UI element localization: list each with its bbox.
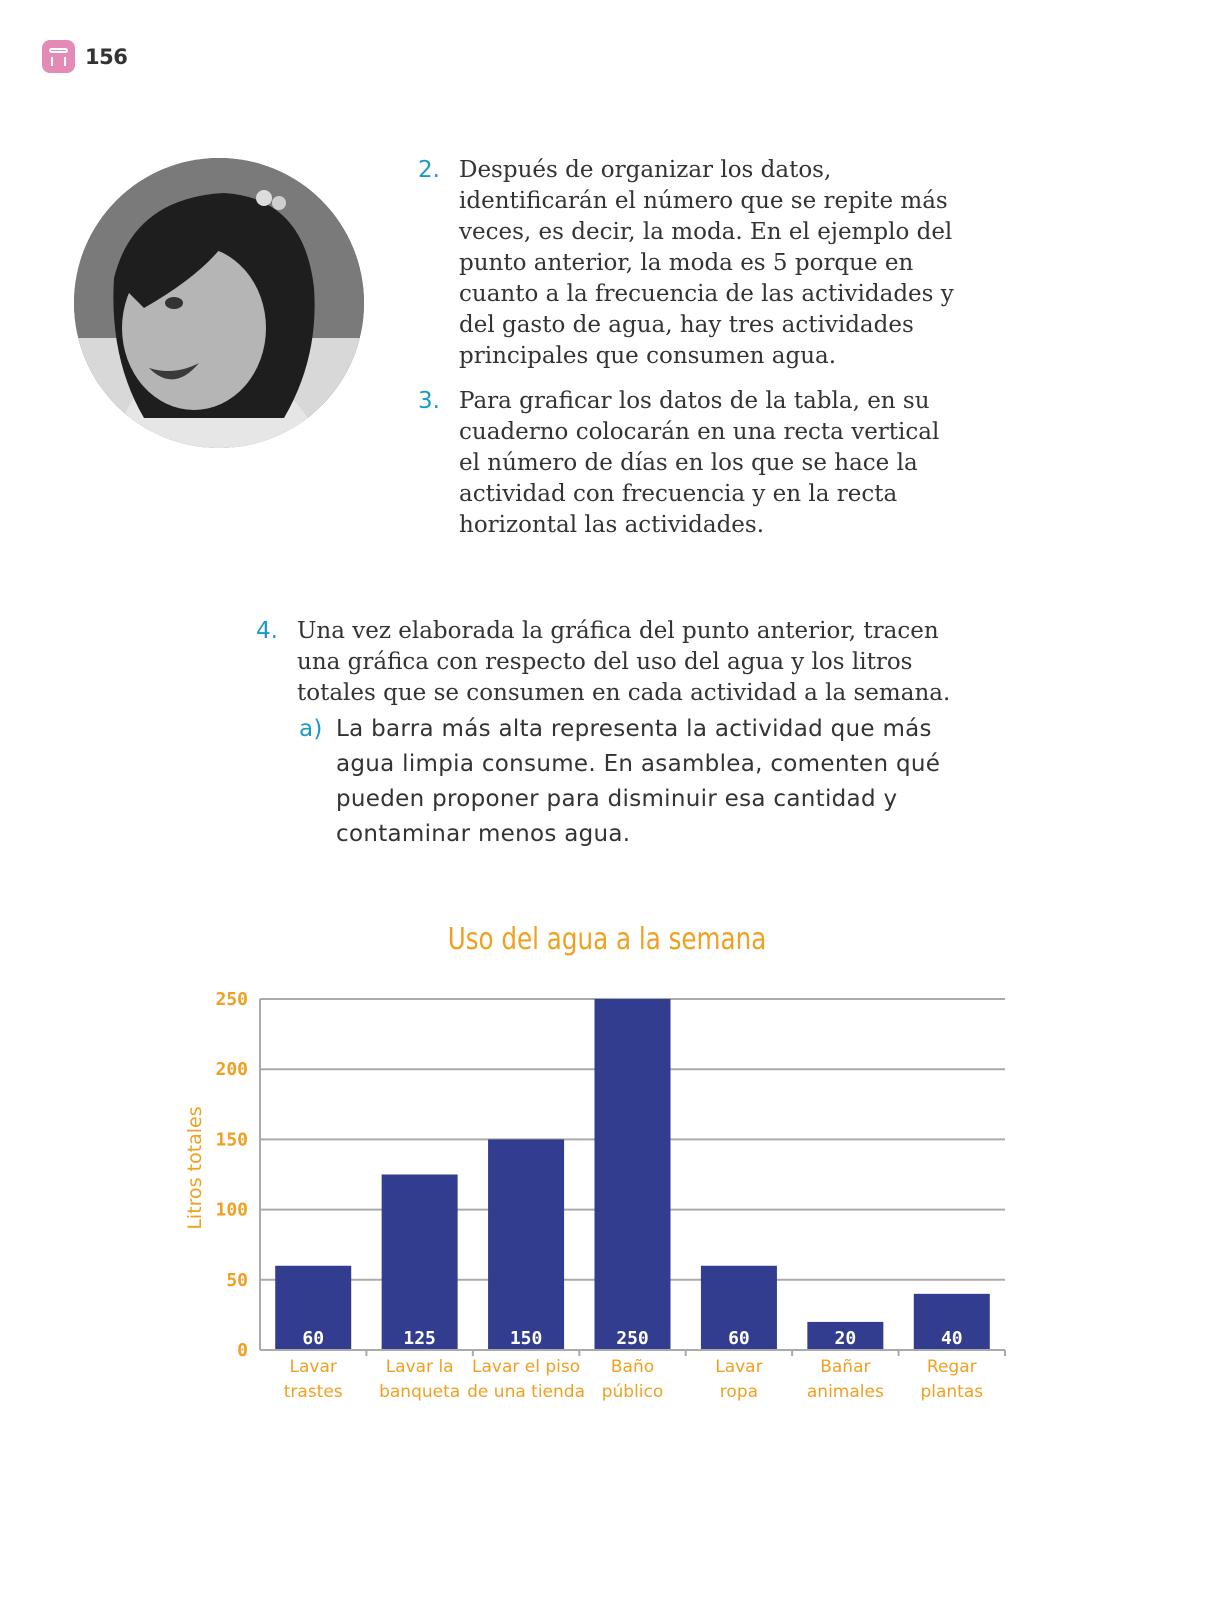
category-label: Bañar — [820, 1357, 871, 1377]
category-label: Lavar el piso — [472, 1357, 581, 1377]
data-label: 60 — [302, 1328, 325, 1349]
item-text: La barra más alta representa la actividad que más agua limpia consume. En asamblea, comenten qué pueden proponer para disminuir esa cantidad y contaminar menos agua. — [336, 716, 941, 847]
category-label: ropa — [719, 1382, 759, 1402]
bar — [488, 1139, 564, 1349]
y-tick-label: 200 — [215, 1059, 248, 1081]
y-tick-label: 100 — [215, 1199, 248, 1221]
data-label: 40 — [940, 1328, 963, 1349]
y-tick-label: 250 — [215, 989, 248, 1010]
bar — [595, 999, 671, 1349]
data-label: 125 — [403, 1328, 436, 1349]
category-label: animales — [806, 1382, 884, 1402]
item-text: Para graficar los datos de la tabla, en su cuaderno colocarán en una recta vertical el número de días en los que se hace la actividad con frecuencia y en la recta horizontal las actividades. — [459, 388, 940, 538]
data-label: 250 — [616, 1328, 649, 1349]
category-label: público — [601, 1382, 664, 1402]
category-label: Lavar — [289, 1357, 337, 1377]
category-label: de una tienda — [467, 1382, 586, 1402]
y-axis-label: Litros totales — [184, 1106, 206, 1230]
category-label: plantas — [920, 1382, 984, 1402]
page-number: 156 — [85, 44, 128, 69]
item-number: 4. — [256, 618, 278, 644]
category-label: Lavar — [715, 1357, 763, 1377]
y-tick-label: 150 — [215, 1129, 248, 1151]
item-number: 2. — [418, 157, 440, 183]
data-label: 60 — [728, 1328, 750, 1349]
data-label: 20 — [834, 1328, 857, 1349]
category-label: Lavar la — [385, 1357, 454, 1377]
item-number: 3. — [418, 388, 440, 414]
data-label: 150 — [509, 1328, 543, 1349]
item-text: Una vez elaborada la gráfica del punto anterior, tracen una gráfica con respecto del uso del agua y los litros totales que se consumen en cada actividad a la semana. — [297, 618, 951, 706]
category-label: trastes — [283, 1382, 343, 1402]
y-tick-label: 0 — [237, 1340, 248, 1361]
category-label: Baño — [610, 1357, 655, 1377]
item-letter: a) — [299, 716, 323, 742]
bar — [382, 1175, 458, 1350]
category-label: Regar — [926, 1357, 977, 1377]
item-text: Después de organizar los datos, identificarán el número que se repite más veces, es decir, la moda. En el ejemplo del punto anterior, la moda es 5 porque en cuanto a la frecuencia de las actividades y del gasto de agua, hay tres actividades principales que consumen agua. — [459, 157, 954, 369]
category-label: banqueta — [379, 1382, 461, 1402]
chart-title: Uso del agua a la semana — [447, 922, 767, 957]
y-tick-label: 50 — [226, 1269, 248, 1291]
